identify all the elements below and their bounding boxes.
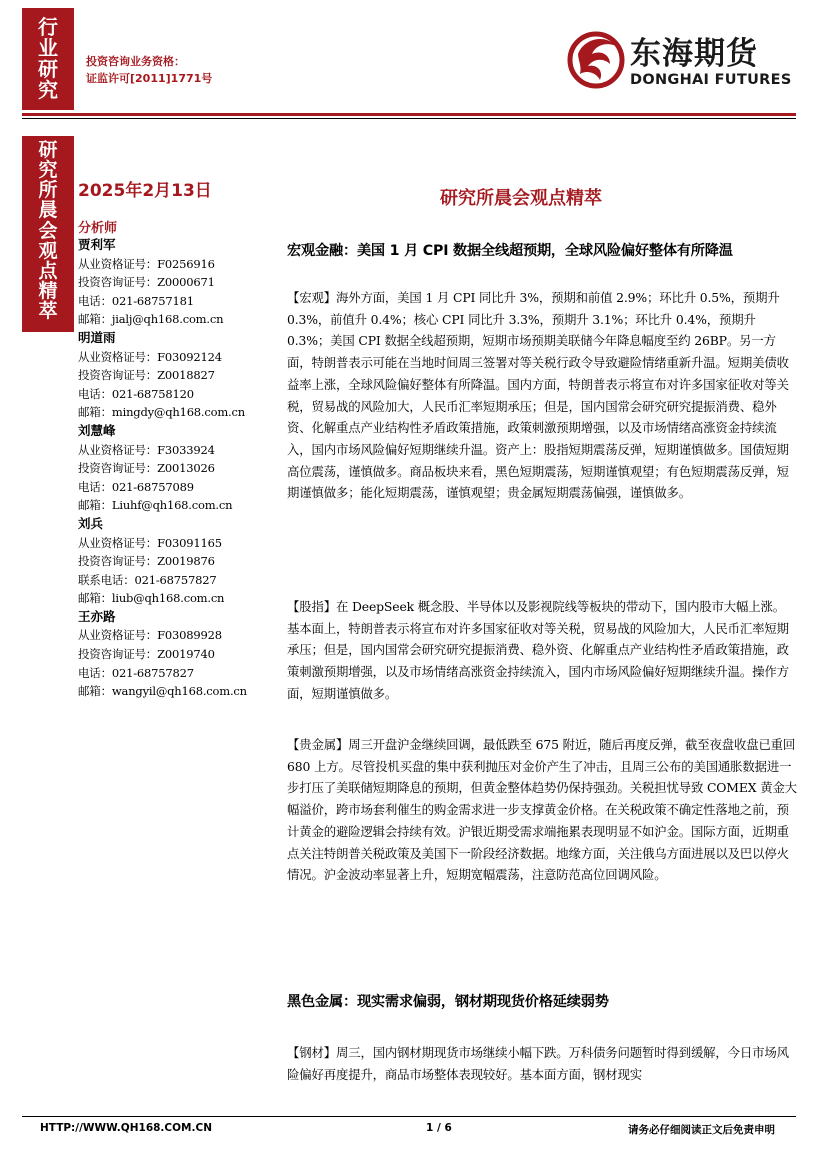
analyst-email: 邮箱：liub@qh168.com.cn [78,591,225,606]
paragraph-tag: 【钢材】 [287,1045,336,1060]
tab-char: 萃 [38,300,58,322]
analyst-license: 从业资格证号：F03091165 [78,535,222,550]
analyst-advisory-license: 投资咨询证号：Z0019876 [78,554,215,569]
analyst-phone: 电话：021-68758120 [78,386,194,401]
analyst-name: 明道雨 [78,329,116,345]
analyst-advisory-license: 投资咨询证号：Z0018827 [78,368,215,383]
tab-char: 究 [38,159,58,182]
qualification-label: 投资咨询业务资格： [86,55,185,68]
section-title-macro: 宏观金融：美国 1 月 CPI 数据全线超预期，全球风险偏好整体有所降温 [287,243,733,259]
tab-char: 晨 [38,199,58,222]
analyst-license: 从业资格证号：F03089928 [78,628,222,643]
paragraph-macro [287,287,797,504]
analyst-card [78,608,278,701]
paragraph-text: 周三，国内钢材期现货市场继续小幅下跌。万科债务问题暂时得到缓解，今日市场风险偏好再度提升，商品市场整体表现较好。基本面方面，钢材现实 [287,1045,789,1082]
analyst-license: 从业资格证号：F3033924 [78,442,215,457]
paragraph-tag: 【股指】 [287,599,336,614]
page-number: 1 / 6 [426,1122,452,1134]
analyst-advisory-license: 投资咨询证号：Z0000671 [78,275,215,290]
paragraph-precious-metals [287,734,797,886]
analyst-name: 王亦路 [78,608,116,624]
report-title: 研究所晨会观点精萃 [440,188,602,209]
analyst-card [78,515,278,608]
paragraph-text: 周三开盘沪金继续回调，最低跌至 675 附近，随后再度反弹，截至夜盘收盘已重回 680 上方。尽管投机买盘的集中获利抛压对金价产生了冲击，且周三公布的美国通胀数据进一步打压了美联储短期降息的预期，但黄金整体趋势仍保持强劲。关税担忧导致 COMEX 黄金大幅溢价，跨市场套利催生的购金需求进一步支撑黄金价格。在关税政策不确定性落地之前，预计黄金的避险逻辑会持续有效。沪银近期受需求端拖累表现明显不如沪金。国际方面，近期重点关注特朗普关税政策及美国下一阶段经济数据。地缘方面，关注俄乌方面进展以及巴以停火情况。沪金波动率显著上升，短期宽幅震荡，注意防范高位回调风险。 [287,737,797,883]
tab-char: 究 [38,78,58,103]
tab-char: 观 [38,239,58,262]
analyst-email: 邮箱：jialj@qh168.com.cn [78,312,224,327]
analyst-list [78,236,278,701]
analyst-phone: 电话：021-68757181 [78,293,194,308]
tab-char: 业 [38,35,58,60]
analyst-advisory-license: 投资咨询证号：Z0013026 [78,461,215,476]
analyst-card [78,236,278,329]
logo-text-cn: 东海期货 [630,36,758,72]
header-rule-black [22,118,796,119]
tab-char: 研 [38,139,58,161]
analyst-name: 刘兵 [78,515,104,531]
paragraph-text: 在 DeepSeek 概念股、半导体以及影视院线等板块的带动下，国内股市大幅上涨。基本面上，特朗普表示将宣布对许多国家征收对等关税，贸易战的风险加大，人民币汇率短期承压；但是，国内国常会研究研究提振消费、稳外资、化解重点产业结构性矛盾政策措施，政策刺激预期增强，以及市场情绪高涨资金持续流入，国内市场风险偏好短期继续升温。操作方面，短期谨慎做多。 [287,599,789,701]
analyst-license: 从业资格证号：F03092124 [78,349,222,364]
section-title-ferrous: 黑色金属：现实需求偏弱，钢材期现货价格延续弱势 [287,994,609,1010]
paragraph-text: 海外方面，美国 1 月 CPI 同比升 3%，预期和前值 2.9%；环比升 0.5%，预期升 0.3%，前值升 0.4%；核心 CPI 同比升 3.3%，预期升 3.1%；环比升 0.4%，预期升 0.3%；美国 CPI 数据全线超预期，短期市场预期美联储今年降息幅度至约 26BP。另一方面，特朗普表示可能在当地时间周三签署对等关税行政令导致避险情绪重新升温。短期美债收益率上涨，全球风险偏好整体有所降温。国内方面，特朗普表示将宣布对许多国家征收对等关税，贸易战的风险加大，人民币汇率短期承压；但是，国内国常会研究研究提振消费、稳外资、化解重点产业结构性矛盾政策措施，政策刺激预期增强，以及市场情绪高涨资金持续流入，国内市场风险偏好短期继续升温。资产上：股指短期震荡反弹，短期谨慎做多。国债短期高位震荡，谨慎做多。商品板块来看，黑色短期震荡，短期谨慎观望；有色短期震荡反弹，短期谨慎做多；能化短期震荡，谨慎观望；贵金属短期震荡偏强，谨慎做多。 [287,290,789,501]
tab-char: 点 [38,259,58,282]
analyst-name: 刘慧峰 [78,422,116,438]
license-number: 证监许可[2011]1771号 [86,72,213,85]
company-logo [566,20,802,100]
sidebar-tab-industry-research [22,8,74,110]
analyst-phone: 联系电话：021-68757827 [78,572,217,587]
footer-rule [22,1116,796,1117]
sidebar-tab-morning-meeting [22,136,74,332]
analyst-license: 从业资格证号：F0256916 [78,256,215,271]
analyst-name: 贾利军 [78,237,116,252]
analyst-phone: 电话：021-68757827 [78,665,194,680]
analyst-card [78,329,278,422]
header-rule-red [22,113,796,116]
analyst-email: 邮箱：mingdy@qh168.com.cn [78,405,245,420]
tab-char: 行 [38,14,58,39]
paragraph-tag: 【贵金属】 [287,737,349,752]
paragraph-stock-index [287,596,797,705]
dragon-emblem-icon [566,24,628,94]
tab-char: 精 [38,279,58,302]
paragraph-tag: 【宏观】 [287,290,336,305]
analyst-card [78,422,278,515]
report-date: 2025年2月13日 [78,181,212,201]
tab-char: 会 [38,219,58,242]
footer-website-link[interactable]: HTTP://WWW.QH168.COM.CN [40,1122,212,1134]
analyst-advisory-license: 投资咨询证号：Z0019740 [78,647,215,662]
analyst-phone: 电话：021-68757089 [78,479,194,494]
tab-char: 研 [38,57,58,81]
analyst-email: 邮箱：wangyil@qh168.com.cn [78,684,247,699]
analyst-heading: 分析师 [78,221,118,236]
tab-char: 所 [38,179,58,202]
logo-text-en: DONGHAI FUTURES [630,72,792,88]
footer-disclaimer: 请务必仔细阅读正文后免责申明 [628,1124,775,1136]
paragraph-steel [287,1042,797,1085]
analyst-email: 邮箱：Liuhf@qh168.com.cn [78,498,233,513]
